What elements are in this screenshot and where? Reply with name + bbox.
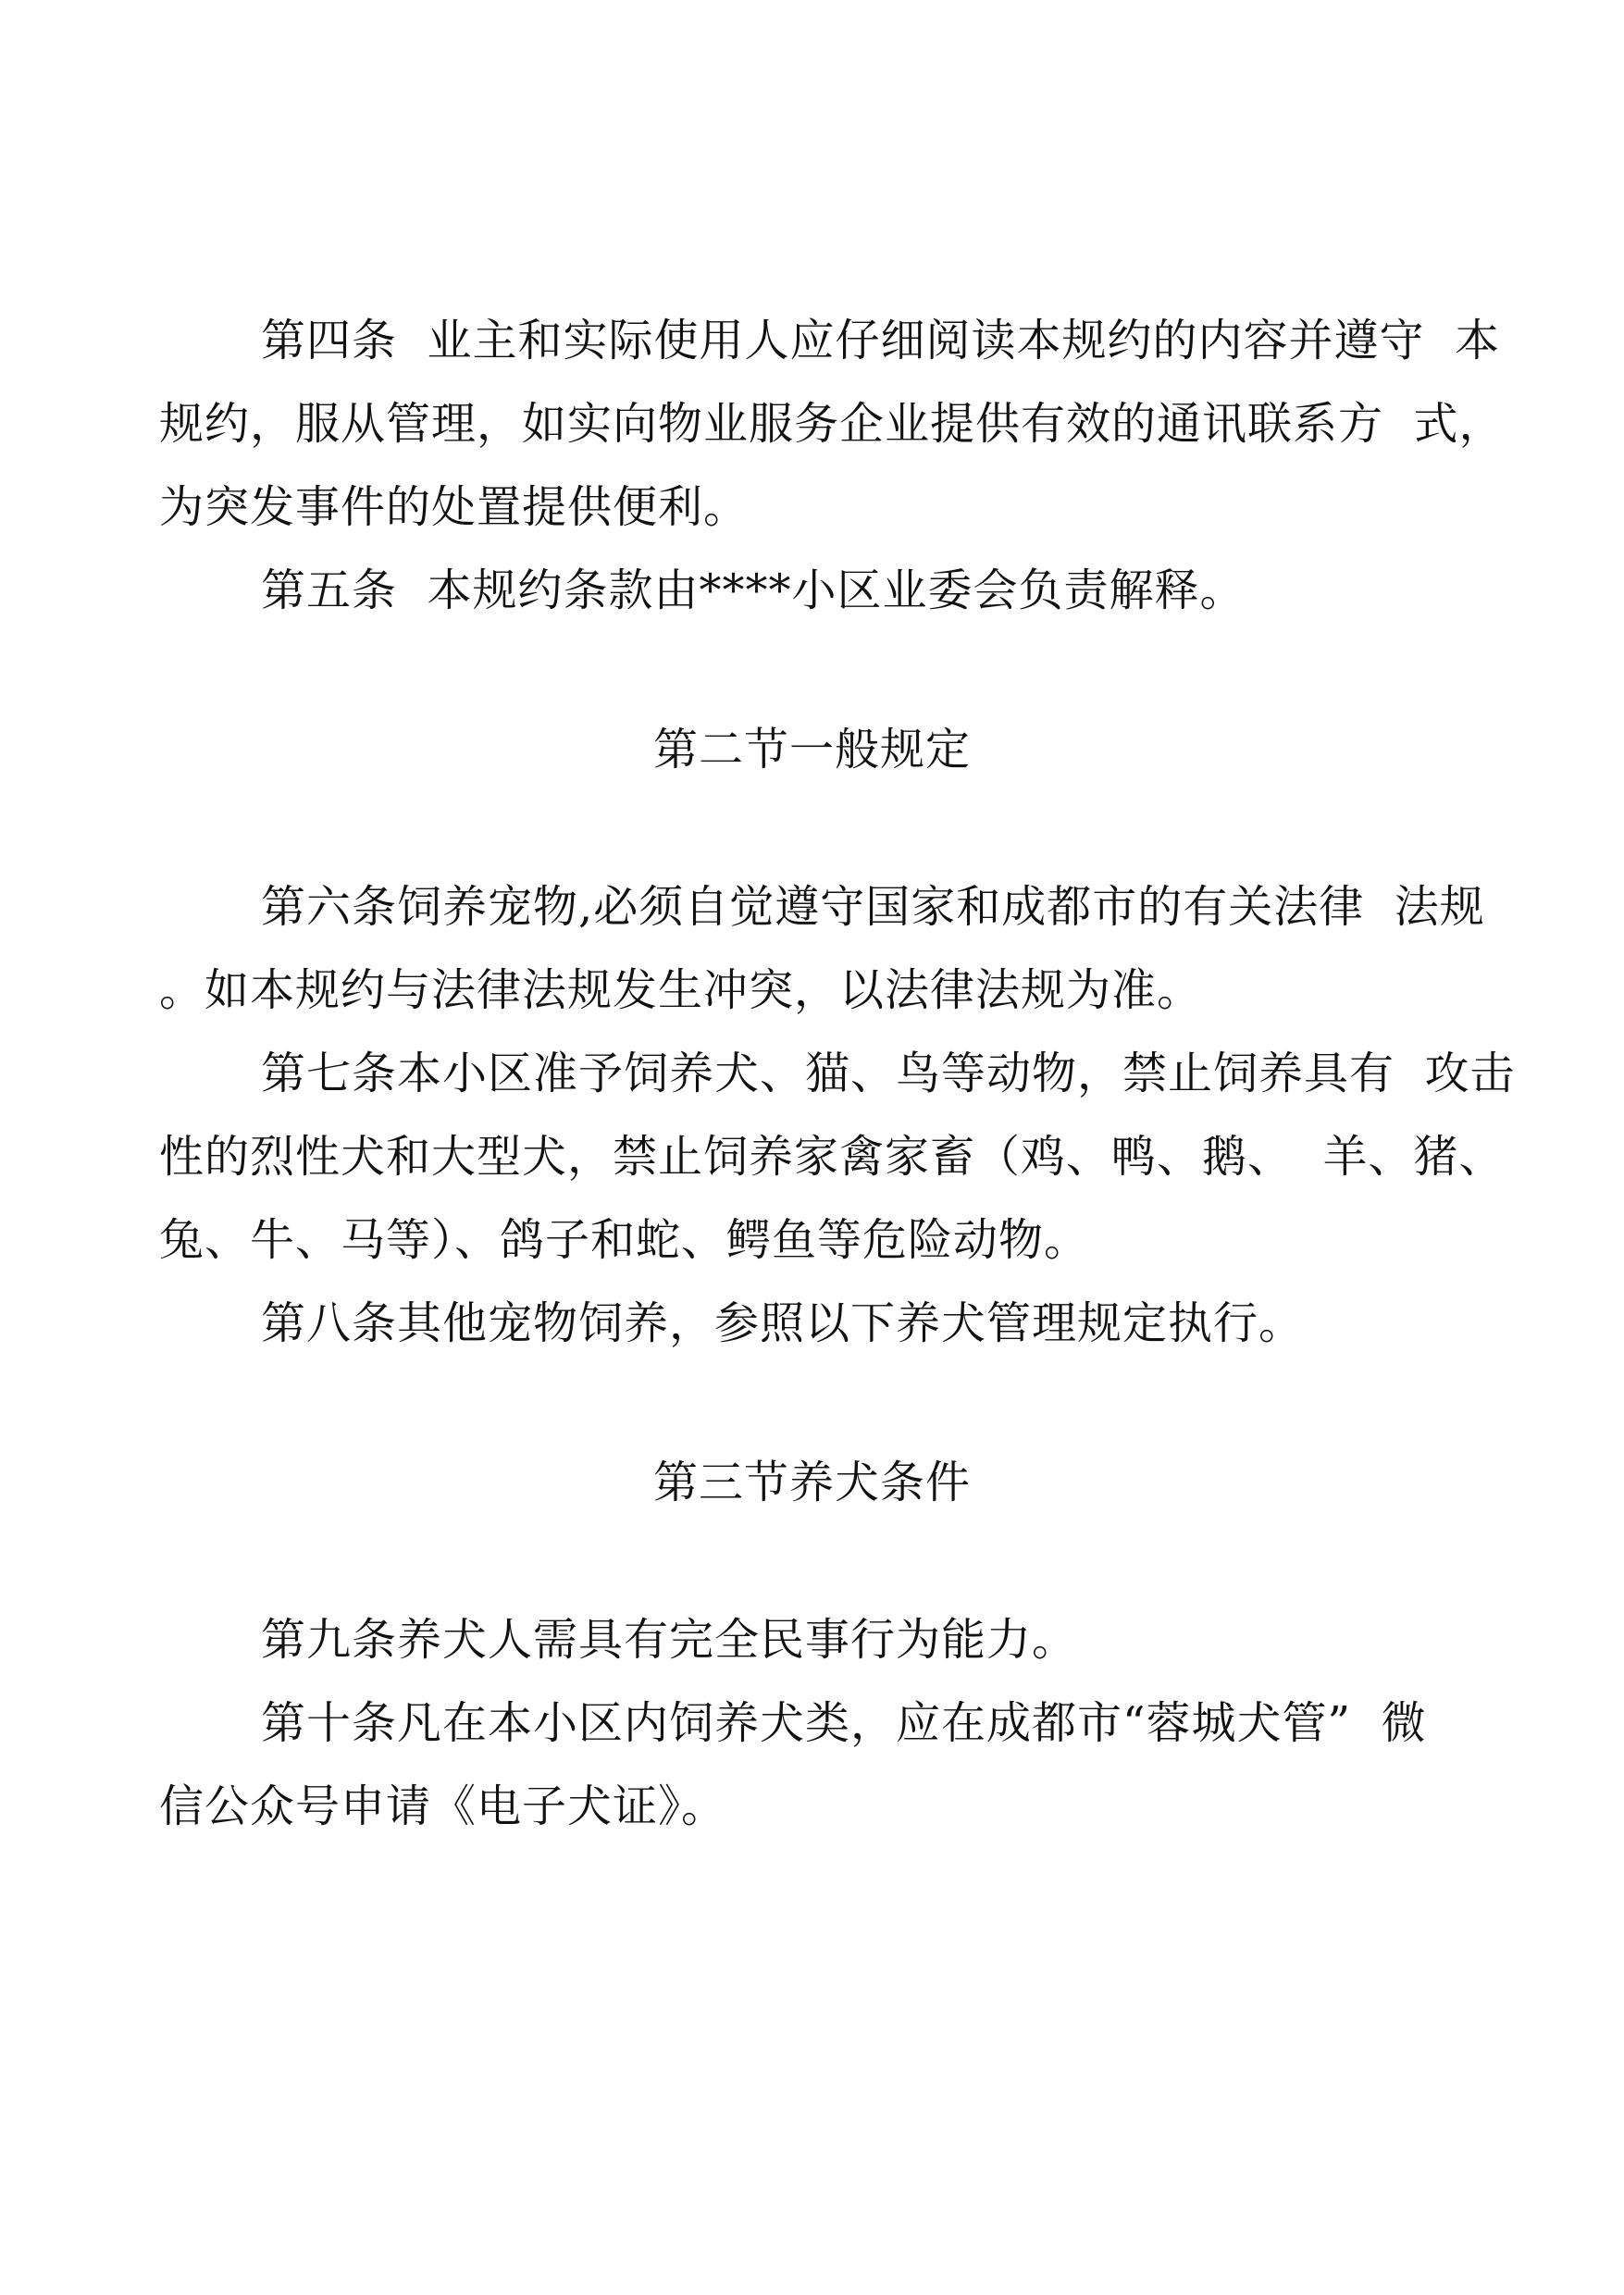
article-10-line-2: 信公众号申请《电子犬证》。 [159, 1780, 727, 1832]
section-heading-general-provisions: 第二节一般规定 [652, 724, 971, 775]
article-10-line-1: 第十条凡在本小区内饲养犬类，应在成都市“蓉城犬管” 微 [261, 1697, 1427, 1749]
article-7-line-1: 第七条本小区准予饲养犬、猫、鸟等动物，禁止饲养具有 攻击 [261, 1048, 1516, 1099]
article-8-line-1: 第八条其他宠物饲养，参照以下养犬管理规定执行。 [261, 1297, 1305, 1349]
article-9-line-1: 第九条养犬人需具有完全民事行为能力。 [261, 1614, 1078, 1666]
article-4-line-3: 为突发事件的处置提供便利。 [159, 481, 750, 533]
article-4-line-1: 第四条 业主和实际使用人应仔细阅读本规约的内容并遵守 本 [261, 315, 1501, 366]
article-7-line-2: 性的烈性犬和大型犬，禁止饲养家禽家畜（鸡、鸭、鹅、 羊、猪、 [159, 1131, 1505, 1183]
article-4-line-2: 规约，服从管理，如实向物业服务企业提供有效的通讯联系方 式， [159, 398, 1505, 450]
article-5-line-1: 第五条 本规约条款由****小区业委会负责解释。 [261, 564, 1246, 616]
article-6-line-1: 第六条饲养宠物,必须自觉遵守国家和成都市的有关法律 法规 [261, 881, 1485, 933]
article-7-line-3: 兔、牛、马等）、鸽子和蛇、鳄鱼等危险动物。 [159, 1214, 1090, 1266]
section-heading-dog-conditions: 第三节养犬条件 [652, 1457, 971, 1508]
article-6-line-2: 。如本规约与法律法规发生冲突，以法律法规为准。 [159, 964, 1203, 1016]
